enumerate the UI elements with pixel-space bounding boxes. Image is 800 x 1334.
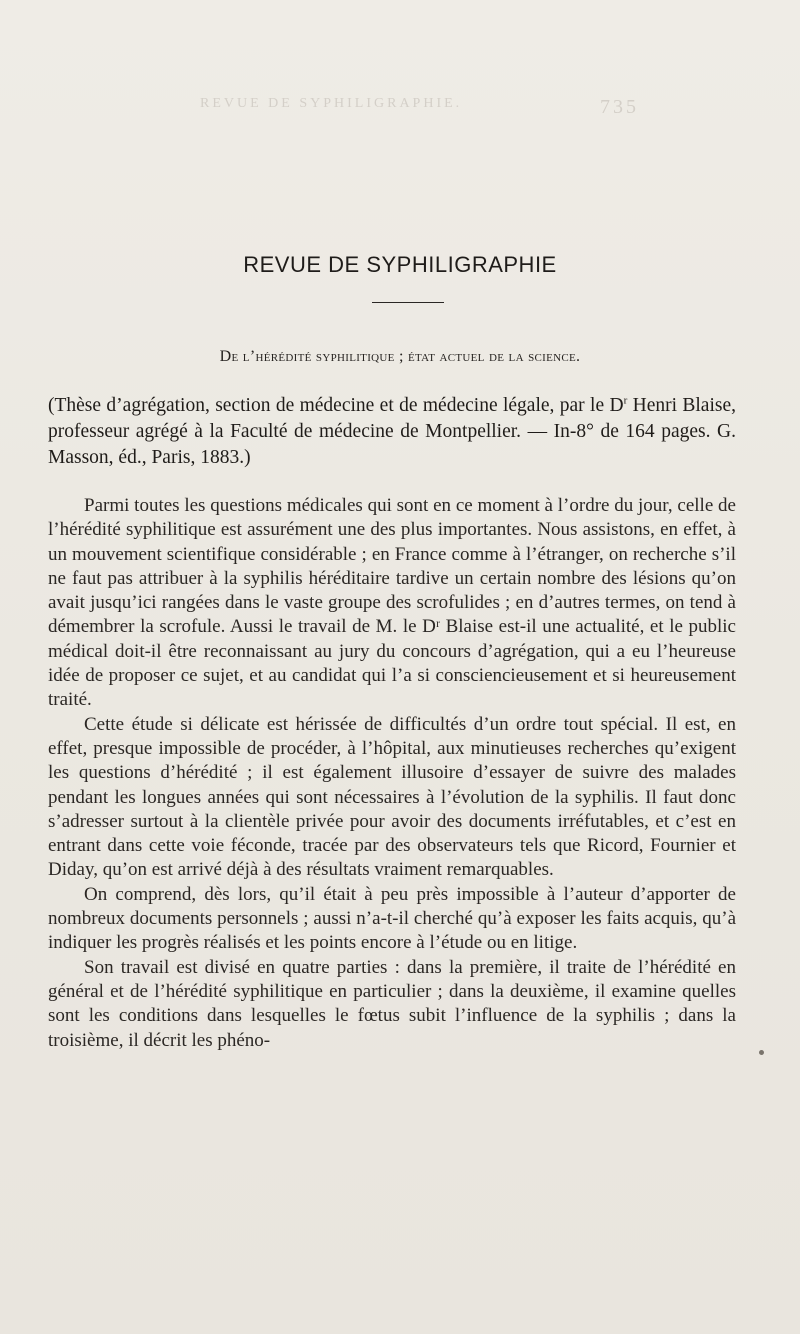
paragraph-3: On comprend, dès lors, qu’il était à peu près impossible à l’auteur d’apporter de nombreux documents personnels ; aussi n’a-t-il cherché qu’à exposer les faits acquis, qu’à indiquer les progrès réalisés et les points encore à l’étude ou en litige. bbox=[48, 883, 736, 954]
citation-part-2: Henri Blaise, professeur agrégé à la Faculté de médecine de Montpellier. — In-8° de 164 pages. G. Masson, éd., Paris, 1883.) bbox=[48, 395, 736, 468]
title-rule bbox=[372, 302, 444, 303]
paragraph-1: Parmi toutes les questions médicales qui sont en ce moment à l’ordre du jour, celle de l’hérédité syphilitique est assurément une des plus importantes. Nous assistons, en effet, à un mouvement scientifique considérable ; en France comme à l’étranger, on recherche s’il ne faut pas attribuer à la syphilis héréditaire tardive un certain nombre des lésions qu’on avait jusqu’ici rangées dans le vaste groupe des scrofulides ; en d’autres termes, on tend à démembrer la scrofule. Aussi le travail de M. le Dʳ Blaise est-il une actualité, et le public médical doit-il être reconnaissant au jury du concours d’agrégation, qui a eu l’heureuse idée de proposer ce sujet, et au candidat qui l’a si consciencieusement et si heureusement traité. bbox=[48, 495, 736, 711]
article-body bbox=[48, 494, 736, 1053]
citation-part-1: (Thèse d’agrégation, section de médecine et de médecine légale, par le D bbox=[48, 395, 624, 416]
article-subtitle: De l’hérédité syphilitique ; état actuel de la science. bbox=[219, 348, 581, 365]
section-title: REVUE DE SYPHILIGRAPHIE bbox=[243, 252, 557, 277]
bleed-page-number: 735 bbox=[600, 96, 639, 118]
citation-superscript: r bbox=[623, 394, 628, 407]
paragraph-4: Son travail est divisé en quatre parties : dans la première, il traite de l’hérédité en général et de l’hérédité syphilitique en particulier ; dans la deuxième, il examine quelles sont les conditions dans lesquelles le fœtus subit l’influence de la syphilis ; dans la troisième, il décrit les phéno- bbox=[48, 956, 736, 1051]
bibliographic-citation bbox=[48, 393, 736, 471]
show-through-header bbox=[200, 96, 650, 118]
bleed-running-title: REVUE DE SYPHILIGRAPHIE. bbox=[200, 96, 463, 111]
paragraph-2: Cette étude si délicate est hérissée de difficultés d’un ordre tout spécial. Il est, en effet, presque impossible de procéder, à l’hôpital, aux minutieuses recherches qu’exigent les questions d’hérédité ; il est également illusoire d’essayer de suivre des malades pendant les longues années qui sont nécessaires à l’évolution de la syphilis. Il faut donc s’adresser surtout à la clientèle privée pour avoir des documents irréfutables, et c’est en entrant dans cette voie féconde, tracée par des observateurs tels que Ricord, Fournier et Diday, qu’on est arrivé déjà à des résultats vraiment remarquables. bbox=[48, 713, 736, 881]
ink-speck bbox=[759, 1050, 764, 1055]
